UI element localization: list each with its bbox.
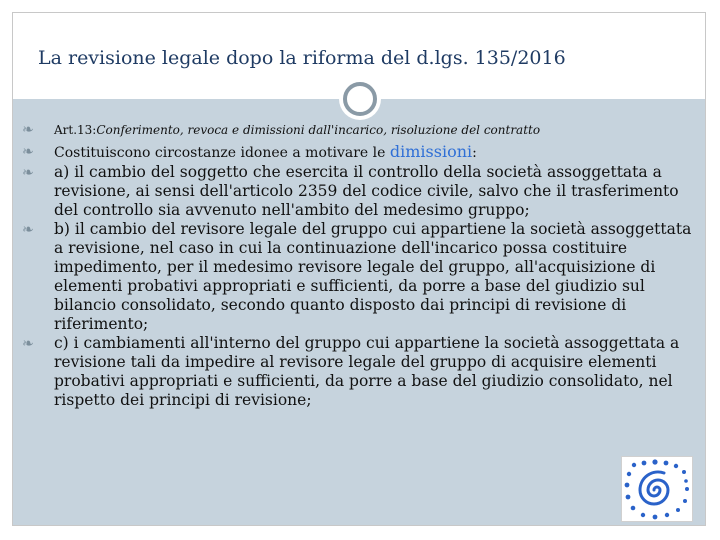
slide-title: La revisione legale dopo la riforma del d.lgs. 135/2016 [38, 47, 566, 69]
list-item-intro [20, 142, 692, 163]
article-title: Conferimento, revoca e dimissioni dall'incarico, risoluzione del contratto [96, 123, 541, 137]
intro-colon: : [472, 145, 477, 161]
spiral-logo-graphic [622, 457, 692, 521]
bullet-leaf-icon: ❧ [22, 336, 34, 352]
list-item-article [20, 118, 692, 142]
spiral-logo-icon [621, 456, 693, 522]
intro-text: Costituiscono circostanze idonee a motivare le [54, 145, 390, 161]
bullet-leaf-icon: ❧ [22, 222, 34, 238]
divider-ring-icon [343, 82, 377, 116]
bullet-leaf-icon: ❧ [22, 165, 34, 181]
list-item-b [20, 220, 692, 334]
item-a-text: a) il cambio del soggetto che esercita il controllo della società assoggettata a revisione, ai sensi dell'articolo 2359 del codice civile, salvo che il trasferimento del controllo sia avvenuto nell'ambito del medesimo gruppo; [54, 163, 679, 219]
bullet-leaf-icon: ❧ [22, 122, 34, 138]
article-prefix: Art.13: [54, 123, 97, 137]
list-item-c [20, 334, 692, 410]
bullet-leaf-icon: ❧ [22, 144, 34, 160]
item-c-text: c) i cambiamenti all'interno del gruppo cui appartiene la società assoggettata a revisione tali da impedire al revisore legale del gruppo di acquisire elementi probativi appropriati e sufficienti, da porre a base del giudizio consolidato, nel rispetto dei principi di revisione; [54, 334, 680, 409]
intro-highlight: dimissioni [389, 142, 473, 161]
item-b-text: b) il cambio del revisore legale del gruppo cui appartiene la società assoggettata a revisione, nel caso in cui la continuazione dell'incarico possa costituire impedimento, per il medesimo revisore legale del gruppo, all'acquisizione di elementi probativi appropriati e sufficienti, da porre a base del giudizio sul bilancio consolidato, secondo quanto disposto dai principi di revisione di riferimento; [54, 220, 692, 333]
bullet-list [20, 118, 692, 410]
list-item-a [20, 163, 692, 220]
